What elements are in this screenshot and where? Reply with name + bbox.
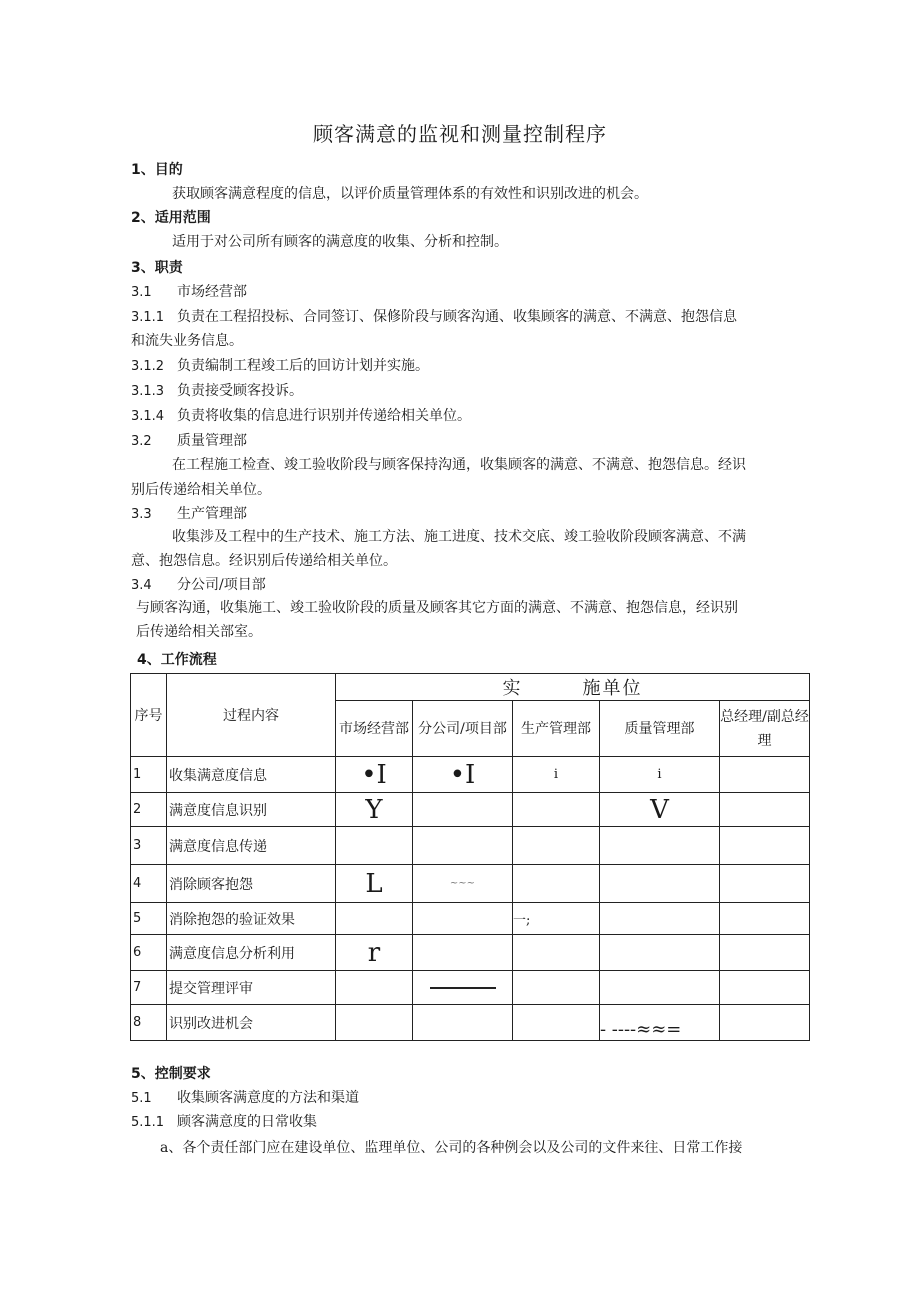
clause-text: 分公司/项目部: [177, 577, 266, 593]
table-row: [131, 827, 810, 865]
cell: [336, 903, 413, 935]
clause-3-1-2: [131, 356, 429, 377]
cell: [600, 971, 720, 1005]
clause-text: 负责编制工程竣工后的回访计划并实施。: [177, 358, 429, 374]
clause-5-1-1-a: a、各个责任部门应在建设单位、监理单位、公司的各种例会以及公司的文件来往、日常工作接: [160, 1140, 743, 1156]
table-row: [131, 1005, 810, 1041]
flow-mark: ~~~: [449, 878, 476, 889]
cell: [336, 793, 413, 827]
cell: [336, 971, 413, 1005]
clause-3-2: [131, 431, 247, 452]
clause-number: 5.1.1: [131, 1115, 165, 1130]
flow-mark: V: [650, 794, 669, 825]
clause-3-4: [131, 575, 266, 596]
flow-mark: i: [657, 767, 662, 782]
section-1-heading: 1、目的: [131, 162, 183, 178]
cell: [720, 971, 810, 1005]
clause-3-4-text: 与顾客沟通，收集施工、竣工验收阶段的质量及顾客其它方面的满意、不满意、抱怨信息，经识别: [136, 600, 738, 616]
flow-mark: •I: [449, 759, 476, 790]
clause-3-2-text-cont: 别后传递给相关单位。: [131, 482, 271, 498]
clause-number: 3.1.1: [131, 310, 165, 325]
cell: [413, 793, 513, 827]
clause-5-1-1: [131, 1112, 317, 1133]
workflow-table: [130, 673, 810, 1041]
clause-number: 5.1: [131, 1091, 152, 1106]
cell: [720, 827, 810, 865]
row-number: 6: [131, 935, 167, 971]
cell: [413, 935, 513, 971]
row-process: 满意度信息分析利用: [167, 935, 336, 971]
flow-mark: r: [367, 937, 381, 968]
cell: [513, 971, 600, 1005]
clause-text: 质量管理部: [177, 433, 247, 449]
clause-number: 3.2: [131, 434, 152, 449]
cell: [413, 971, 513, 1005]
clause-3-1: [131, 282, 247, 303]
row-process: 收集满意度信息: [167, 757, 336, 793]
cell: [720, 793, 810, 827]
cell: [336, 757, 413, 793]
header-seq: 序号: [131, 674, 167, 757]
clause-5-1: [131, 1088, 359, 1109]
cell: [720, 757, 810, 793]
clause-3-1-1: [131, 307, 737, 328]
cell: [513, 903, 600, 935]
cell: [720, 903, 810, 935]
clause-number: 3.1.3: [131, 384, 165, 399]
cell: [413, 757, 513, 793]
section-1-text: 获取顾客满意程度的信息，以评价质量管理体系的有效性和识别改进的机会。: [172, 186, 648, 202]
row-number: 1: [131, 757, 167, 793]
section-2-heading: 2、适用范围: [131, 210, 211, 226]
cell: [720, 935, 810, 971]
clause-text: 顾客满意度的日常收集: [177, 1114, 317, 1130]
cell: [600, 1005, 720, 1041]
flow-mark: 一;: [513, 913, 531, 928]
clause-3-1-4: [131, 406, 471, 427]
header-impl-part-a: 实: [502, 678, 523, 699]
row-process: 消除顾客抱怨: [167, 865, 336, 903]
cell: [413, 865, 513, 903]
cell: [600, 793, 720, 827]
cell: [413, 903, 513, 935]
header-unit-quality: 质量管理部: [600, 701, 720, 757]
cell: [513, 827, 600, 865]
cell: [720, 1005, 810, 1041]
header-unit-market: 市场经营部: [336, 701, 413, 757]
row-process: 识别改进机会: [167, 1005, 336, 1041]
cell: [513, 935, 600, 971]
row-number: 2: [131, 793, 167, 827]
row-process: 满意度信息识别: [167, 793, 336, 827]
cell: [600, 935, 720, 971]
cell: [600, 903, 720, 935]
flow-line: [430, 987, 496, 989]
clause-3-3-text: 收集涉及工程中的生产技术、施工方法、施工进度、技术交底、竣工验收阶段顾客满意、不满: [172, 529, 746, 545]
header-unit-manager: 总经理/副总经理: [720, 701, 810, 757]
clause-number: 3.1.2: [131, 359, 165, 374]
flow-mark: L: [365, 868, 383, 899]
flow-mark: - ----≈≈=: [600, 1019, 682, 1040]
table-row: [131, 865, 810, 903]
flow-mark: Y: [365, 794, 383, 825]
cell: [600, 865, 720, 903]
clause-text: 收集顾客满意度的方法和渠道: [177, 1090, 359, 1106]
header-implementing-units: [336, 674, 810, 701]
clause-text: 负责将收集的信息进行识别并传递给相关单位。: [177, 408, 471, 424]
document-title: 顾客满意的监视和测量控制程序: [313, 122, 607, 146]
cell: [720, 865, 810, 903]
clause-number: 3.4: [131, 578, 152, 593]
cell: [336, 935, 413, 971]
flow-mark: i: [553, 767, 559, 782]
cell: [336, 865, 413, 903]
cell: [413, 1005, 513, 1041]
clause-text: 负责接受顾客投诉。: [177, 383, 303, 399]
clause-3-3: [131, 504, 247, 525]
cell: [336, 1005, 413, 1041]
row-process: 消除抱怨的验证效果: [167, 903, 336, 935]
section-2-text: 适用于对公司所有顾客的满意度的收集、分析和控制。: [172, 234, 508, 250]
clause-3-1-1-cont: 和流失业务信息。: [131, 333, 243, 349]
table-row: [131, 971, 810, 1005]
section-4-heading: 4、工作流程: [137, 652, 217, 668]
row-process: 提交管理评审: [167, 971, 336, 1005]
clause-3-4-text-cont: 后传递给相关部室。: [136, 624, 262, 640]
row-number: 8: [131, 1005, 167, 1041]
clause-text: 市场经营部: [177, 284, 247, 300]
table-row: [131, 903, 810, 935]
clause-number: 3.1.4: [131, 409, 165, 424]
header-unit-branch: 分公司/项目部: [413, 701, 513, 757]
cell: [513, 757, 600, 793]
cell: [513, 1005, 600, 1041]
cell: [336, 827, 413, 865]
table-row: [131, 757, 810, 793]
clause-text: 生产管理部: [177, 506, 247, 522]
clause-3-1-3: [131, 381, 303, 402]
header-process: 过程内容: [167, 674, 336, 757]
table-row: [131, 935, 810, 971]
clause-number: 3.3: [131, 507, 152, 522]
section-3-heading: 3、职责: [131, 260, 183, 276]
cell: [513, 793, 600, 827]
row-process: 满意度信息传递: [167, 827, 336, 865]
cell: [600, 827, 720, 865]
clause-number: 3.1: [131, 285, 152, 300]
header-impl-part-b: 施单位: [582, 678, 643, 699]
cell: [513, 865, 600, 903]
header-unit-production: 生产管理部: [513, 701, 600, 757]
cell: [600, 757, 720, 793]
flow-mark: •I: [361, 759, 387, 790]
row-number: 7: [131, 971, 167, 1005]
table-row: [131, 793, 810, 827]
clause-3-3-text-cont: 意、抱怨信息。经识别后传递给相关单位。: [131, 553, 397, 569]
row-number: 5: [131, 903, 167, 935]
cell: [413, 827, 513, 865]
row-number: 3: [131, 827, 167, 865]
row-number: 4: [131, 865, 167, 903]
clause-3-2-text: 在工程施工检查、竣工验收阶段与顾客保持沟通，收集顾客的满意、不满意、抱怨信息。经识: [172, 457, 746, 473]
section-5-heading: 5、控制要求: [131, 1066, 211, 1082]
clause-text: 负责在工程招投标、合同签订、保修阶段与顾客沟通、收集顾客的满意、不满意、抱怨信息: [177, 309, 737, 325]
